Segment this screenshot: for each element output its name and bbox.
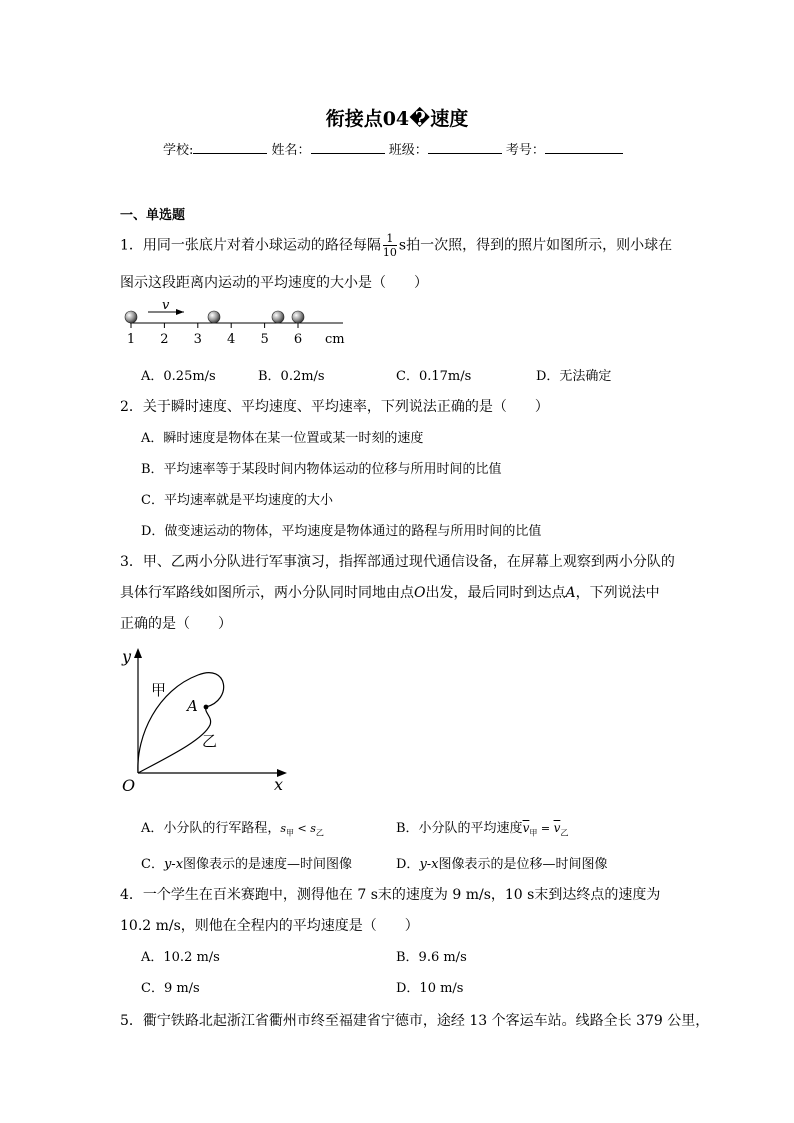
- q3-line2a: 具体行军路线如图所示，两小分队同时同地由点: [120, 585, 414, 601]
- q1-figure: [118, 298, 358, 350]
- ruler-label-5: 5: [260, 332, 269, 347]
- point-a-label: A: [187, 697, 198, 715]
- q1-line2: 图示这段距离内运动的平均速度的大小是（ ）: [120, 275, 428, 291]
- q3-opt-a-lt: <: [294, 822, 311, 835]
- student-info-line: [163, 139, 623, 158]
- q3-opt-d-pre: D．: [396, 857, 420, 872]
- name-blank: [311, 140, 385, 154]
- q3-option-c[interactable]: [141, 853, 352, 872]
- school-label: 学校:: [163, 143, 194, 158]
- q2-stem: 2．关于瞬时速度、平均速度、平均速率，下列说法正确的是（ ）: [120, 399, 549, 415]
- q3-line3: 正确的是（ ）: [120, 616, 232, 632]
- jia-label: 甲: [151, 681, 167, 699]
- point-a-dot: [204, 705, 209, 710]
- q1-fraction: [383, 232, 397, 259]
- q1-option-b[interactable]: B．0.2m/s: [258, 369, 325, 384]
- ball-2: [208, 311, 220, 323]
- q3-point-a: A: [565, 585, 576, 601]
- page-title: 衔接点04�速度: [325, 108, 469, 130]
- ruler-label-6: 6: [293, 332, 303, 347]
- ball-4: [292, 311, 304, 323]
- q3-opt-a-s1: s: [280, 822, 287, 835]
- number-label: 考号：: [505, 143, 545, 158]
- q3-opt-b-eq: =: [537, 822, 554, 835]
- q1-fraction-den: 10: [382, 246, 397, 259]
- ruler-label-1: 1: [126, 332, 136, 347]
- q1-line1: [120, 232, 672, 259]
- q3-opt-d-var: y-x: [419, 857, 439, 872]
- q1-fraction-num: 1: [383, 232, 397, 246]
- q3-opt-a-s2: s: [310, 822, 316, 835]
- section-heading: 一、单选题: [120, 208, 186, 223]
- path-yi: [138, 707, 211, 773]
- ruler-label-4: 4: [227, 332, 236, 347]
- q4-option-d[interactable]: D．10 m/s: [396, 981, 464, 996]
- q3-line2: [120, 582, 660, 602]
- q3-figure: [118, 645, 293, 795]
- q1-text-before: 1．用同一张底片对着小球运动的路径每隔: [120, 237, 381, 254]
- y-axis-label: y: [122, 647, 132, 666]
- q4-line1: 4．一个学生在百米赛跑中，测得他在 7 s末的速度为 9 m/s，10 s末到达终点的速度为: [120, 887, 661, 903]
- q3-opt-b-text: B．小分队的平均速度: [396, 821, 523, 836]
- q1-option-c[interactable]: C．0.17m/s: [396, 369, 472, 384]
- q3-line2c: ，下列说法中: [575, 585, 660, 601]
- q3-opt-a-sub1: 甲: [286, 828, 295, 838]
- name-label: 姓名：: [271, 143, 311, 158]
- q3-option-a[interactable]: [141, 817, 324, 839]
- q3-option-d[interactable]: [396, 853, 608, 872]
- y-axis-arrow: [134, 648, 142, 658]
- q3-opt-b-sub2: 乙: [560, 828, 569, 838]
- origin-label: O: [122, 776, 136, 795]
- q4-option-a[interactable]: A．10.2 m/s: [141, 950, 220, 965]
- q2-option-a[interactable]: A．瞬时速度是物体在某一位置或某一时刻的速度: [141, 431, 424, 446]
- q3-line2b: 出发，最后同时到达点: [425, 585, 566, 601]
- q4-line2: 10.2 m/s，则他在全程内的平均速度是（ ）: [120, 918, 419, 934]
- q2-option-b[interactable]: B．平均速率等于某段时间内物体运动的位移与所用时间的比值: [141, 462, 502, 477]
- q3-opt-b-v2: $\overline{v}$: [553, 821, 561, 835]
- q2-option-c[interactable]: C．平均速率就是平均速度的大小: [141, 493, 333, 508]
- q1-text-after: s拍一次照，得到的照片如图所示，则小球在: [398, 237, 673, 254]
- q3-opt-d-rest: 图像表示的是位移—时间图像: [438, 857, 608, 872]
- q3-opt-a-text: A．小分队的行军路程，: [141, 821, 281, 836]
- school-blank: [193, 140, 267, 154]
- q4-option-b[interactable]: B．9.6 m/s: [396, 950, 467, 965]
- class-blank: [428, 140, 502, 154]
- ball-1: [125, 311, 137, 323]
- q1-option-d[interactable]: D．无法确定: [536, 369, 612, 384]
- q3-line1: 3．甲、乙两小分队进行军事演习，指挥部通过现代通信设备，在屏幕上观察到两小分队的: [120, 554, 675, 570]
- q5-line1: 5．衢宁铁路北起浙江省衢州市终至福建省宁德市，途经 13 个客运车站。线路全长 379 公里，: [120, 1013, 710, 1029]
- velocity-arrowhead: [176, 309, 184, 315]
- q3-opt-a-sub2: 乙: [315, 828, 324, 838]
- class-label: 班级：: [388, 143, 428, 158]
- ball-3: [272, 311, 284, 323]
- q3-opt-b-sub1: 甲: [529, 828, 538, 838]
- q2-option-d[interactable]: D．做变速运动的物体，平均速度是物体通过的路程与所用时间的比值: [141, 524, 542, 539]
- q4-option-c[interactable]: C．9 m/s: [141, 981, 200, 996]
- ruler-label-2: 2: [160, 332, 169, 347]
- q3-opt-b-v1: $\overline{v}$: [522, 821, 530, 835]
- yi-label: 乙: [202, 732, 218, 750]
- velocity-label: v: [162, 298, 170, 313]
- q1-option-a[interactable]: A．0.25m/s: [141, 369, 216, 384]
- ruler-label-3: 3: [193, 332, 202, 347]
- q3-opt-c-var: y-x: [163, 857, 184, 872]
- x-axis-label: x: [274, 775, 284, 794]
- number-blank: [545, 140, 623, 154]
- q3-opt-c-rest: 图像表示的是速度—时间图像: [183, 857, 353, 872]
- unit-label: cm: [325, 332, 345, 347]
- q3-point-o: O: [414, 585, 426, 601]
- q3-option-b[interactable]: [396, 817, 568, 839]
- q3-opt-c-pre: C．: [141, 857, 164, 872]
